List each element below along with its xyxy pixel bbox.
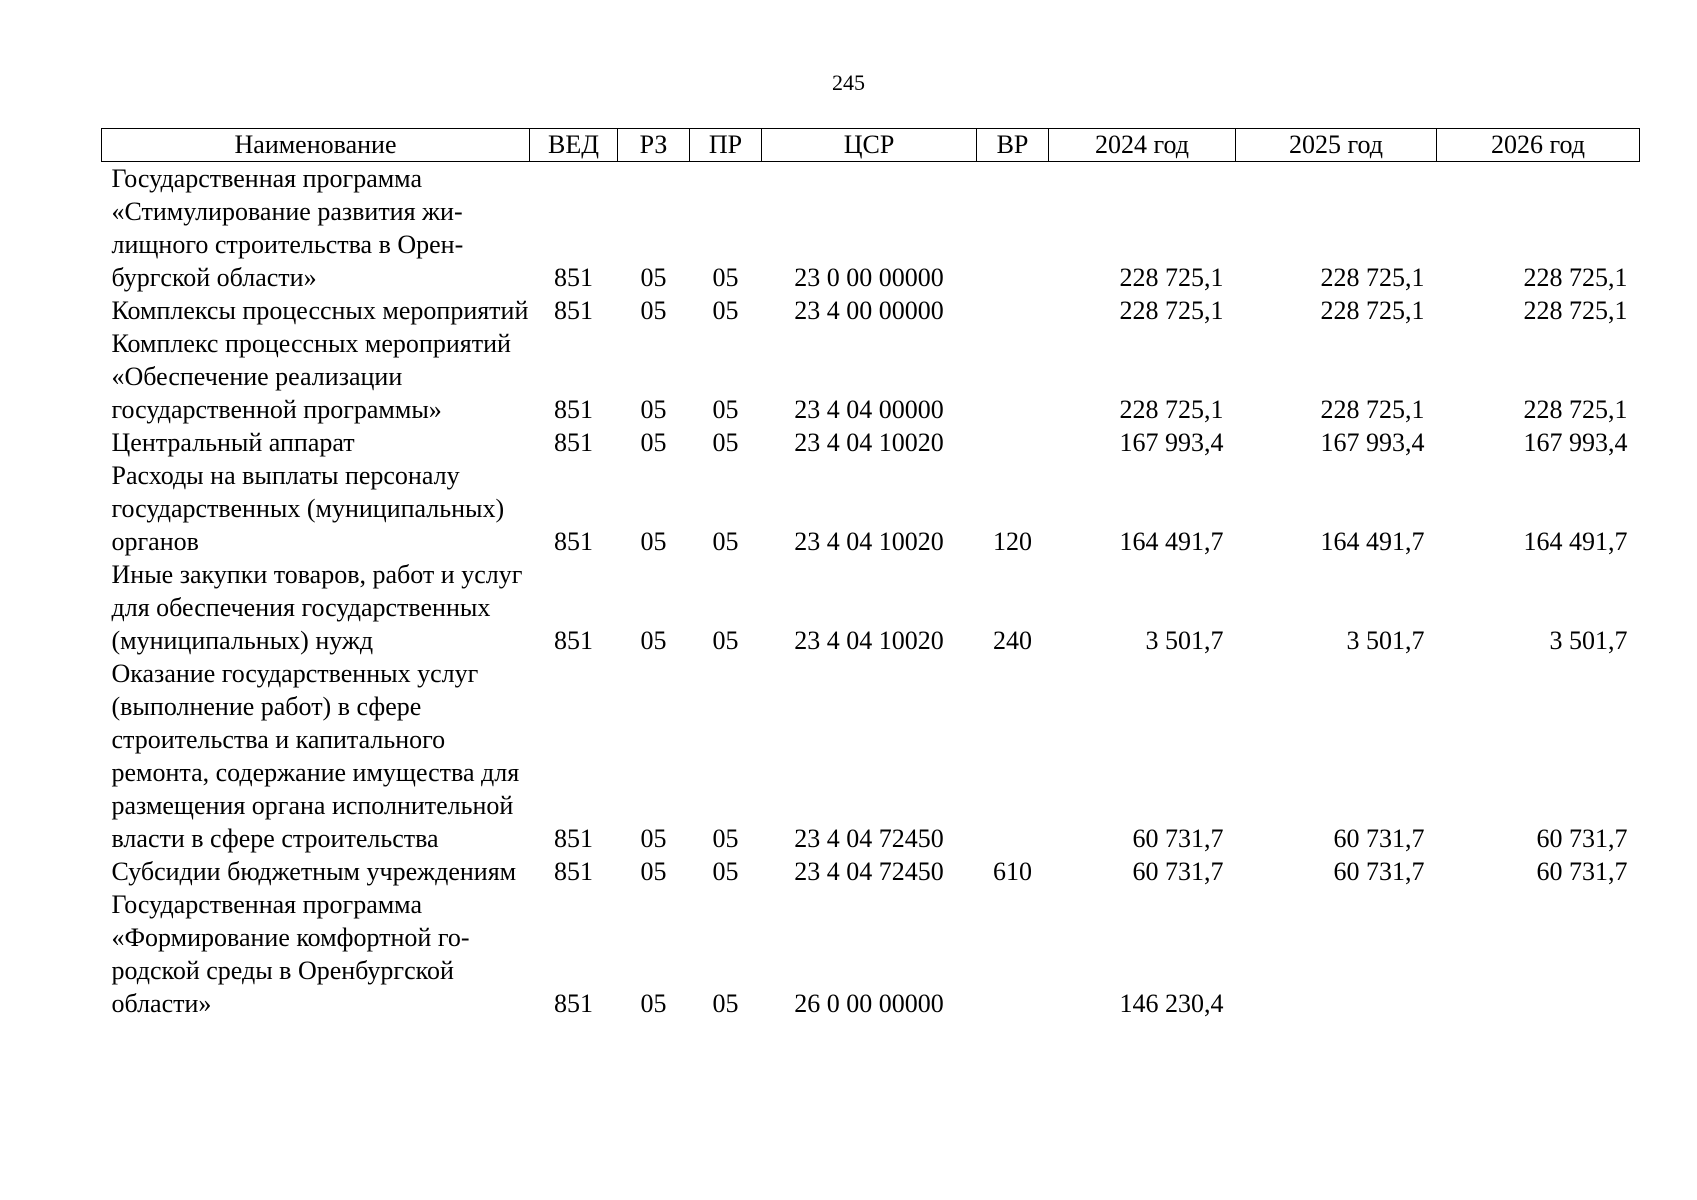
row-2025: 228 725,1	[1320, 263, 1425, 292]
row-rz: 05	[640, 263, 667, 292]
row-rz: 05	[640, 395, 667, 424]
page-number: 245	[832, 70, 865, 95]
table-row	[102, 162, 1640, 295]
row-vr: 240	[993, 626, 1032, 655]
row-2024: 3 501,7	[1145, 626, 1224, 655]
row-2024: 164 491,7	[1119, 527, 1224, 556]
row-pr: 05	[712, 626, 739, 655]
row-vr	[977, 657, 1049, 855]
row-2026: 60 731,7	[1536, 824, 1628, 853]
row-vr: 120	[993, 527, 1032, 556]
row-pr: 05	[712, 428, 739, 457]
table-row	[102, 426, 1640, 459]
row-vr	[977, 327, 1049, 426]
row-2024: 146 230,4	[1119, 989, 1224, 1018]
row-csr: 23 4 00 00000	[794, 296, 944, 325]
row-2024: 60 731,7	[1132, 857, 1224, 886]
row-ved: 851	[554, 296, 593, 325]
row-csr: 23 4 04 00000	[794, 395, 944, 424]
row-2025: 167 993,4	[1320, 428, 1425, 457]
row-pr: 05	[712, 989, 739, 1018]
row-2025	[1236, 888, 1437, 1020]
row-name: Комплекс процессных мероприятий «Обеспечение реализации государственной программы»	[111, 329, 511, 424]
table-body	[102, 162, 1640, 1021]
row-2024: 228 725,1	[1119, 263, 1224, 292]
row-name: Центральный аппарат	[111, 428, 355, 457]
row-vr	[977, 162, 1049, 295]
table-row	[102, 657, 1640, 855]
table-row	[102, 327, 1640, 426]
row-vr	[977, 294, 1049, 327]
row-name: Субсидии бюджетным учреждениям	[111, 857, 517, 886]
row-ved: 851	[554, 395, 593, 424]
row-pr: 05	[712, 527, 739, 556]
row-2024: 228 725,1	[1119, 395, 1224, 424]
row-ved: 851	[554, 626, 593, 655]
row-rz: 05	[640, 296, 667, 325]
row-2026: 3 501,7	[1549, 626, 1628, 655]
row-2026: 167 993,4	[1523, 428, 1628, 457]
row-ved: 851	[554, 857, 593, 886]
row-rz: 05	[640, 824, 667, 853]
row-2025: 3 501,7	[1346, 626, 1425, 655]
row-vr: 610	[993, 857, 1032, 886]
row-name: Расходы на выплаты персоналу государственных (муниципальных) органов	[111, 461, 505, 556]
row-name: Государственная программа «Стимулирование развития жилищного строительства в Оренбургской области»	[111, 164, 464, 292]
row-ved: 851	[554, 824, 593, 853]
row-csr: 23 0 00 00000	[794, 263, 944, 292]
header-2026: 2026 год	[1437, 129, 1640, 162]
header-csr: ЦСР	[762, 129, 977, 162]
row-pr: 05	[712, 857, 739, 886]
row-2024: 60 731,7	[1132, 824, 1224, 853]
table-row	[102, 459, 1640, 558]
row-name: Комплексы процессных мероприятий	[111, 296, 529, 325]
row-csr: 23 4 04 10020	[794, 527, 944, 556]
row-2026: 228 725,1	[1523, 395, 1628, 424]
row-2025: 164 491,7	[1320, 527, 1425, 556]
row-ved: 851	[554, 527, 593, 556]
row-2026: 228 725,1	[1523, 296, 1628, 325]
header-vr: ВР	[977, 129, 1049, 162]
row-rz: 05	[640, 428, 667, 457]
row-2024: 167 993,4	[1119, 428, 1224, 457]
header-rz: РЗ	[618, 129, 690, 162]
row-name: Оказание государственных услуг (выполнение работ) в сфере строительства и капитального ремонта, содержание имущества для размещения органа исполнительной власти в сфере строительства	[111, 659, 520, 853]
row-csr: 23 4 04 10020	[794, 626, 944, 655]
row-pr: 05	[712, 296, 739, 325]
budget-table	[101, 128, 1640, 1020]
header-name: Наименование	[102, 129, 530, 162]
row-rz: 05	[640, 857, 667, 886]
row-ved: 851	[554, 263, 593, 292]
table-row	[102, 294, 1640, 327]
row-vr	[977, 888, 1049, 1020]
row-2026	[1437, 888, 1640, 1020]
header-2024: 2024 год	[1049, 129, 1236, 162]
header-2025: 2025 год	[1236, 129, 1437, 162]
row-rz: 05	[640, 527, 667, 556]
row-name: Государственная программа «Формирование комфортной городской среды в Оренбургской области»	[111, 890, 470, 1018]
row-2025: 60 731,7	[1333, 824, 1425, 853]
row-csr: 23 4 04 72450	[794, 824, 944, 853]
row-csr: 23 4 04 10020	[794, 428, 944, 457]
table-header	[102, 129, 1640, 162]
table-row	[102, 888, 1640, 1020]
row-ved: 851	[554, 428, 593, 457]
row-2025: 60 731,7	[1333, 857, 1425, 886]
row-csr: 26 0 00 00000	[794, 989, 944, 1018]
header-row	[102, 129, 1640, 162]
row-2026: 164 491,7	[1523, 527, 1628, 556]
row-pr: 05	[712, 263, 739, 292]
table-row	[102, 855, 1640, 888]
header-ved: ВЕД	[530, 129, 618, 162]
row-vr	[977, 426, 1049, 459]
row-2025: 228 725,1	[1320, 395, 1425, 424]
table-row	[102, 558, 1640, 657]
row-pr: 05	[712, 824, 739, 853]
row-2025: 228 725,1	[1320, 296, 1425, 325]
row-2026: 60 731,7	[1536, 857, 1628, 886]
row-2024: 228 725,1	[1119, 296, 1224, 325]
row-rz: 05	[640, 989, 667, 1018]
row-ved: 851	[554, 989, 593, 1018]
row-name: Иные закупки товаров, работ и услуг для обеспечения государственных (муниципальных) нужд	[111, 560, 523, 655]
row-csr: 23 4 04 72450	[794, 857, 944, 886]
header-pr: ПР	[690, 129, 762, 162]
row-2026: 228 725,1	[1523, 263, 1628, 292]
row-rz: 05	[640, 626, 667, 655]
row-pr: 05	[712, 395, 739, 424]
